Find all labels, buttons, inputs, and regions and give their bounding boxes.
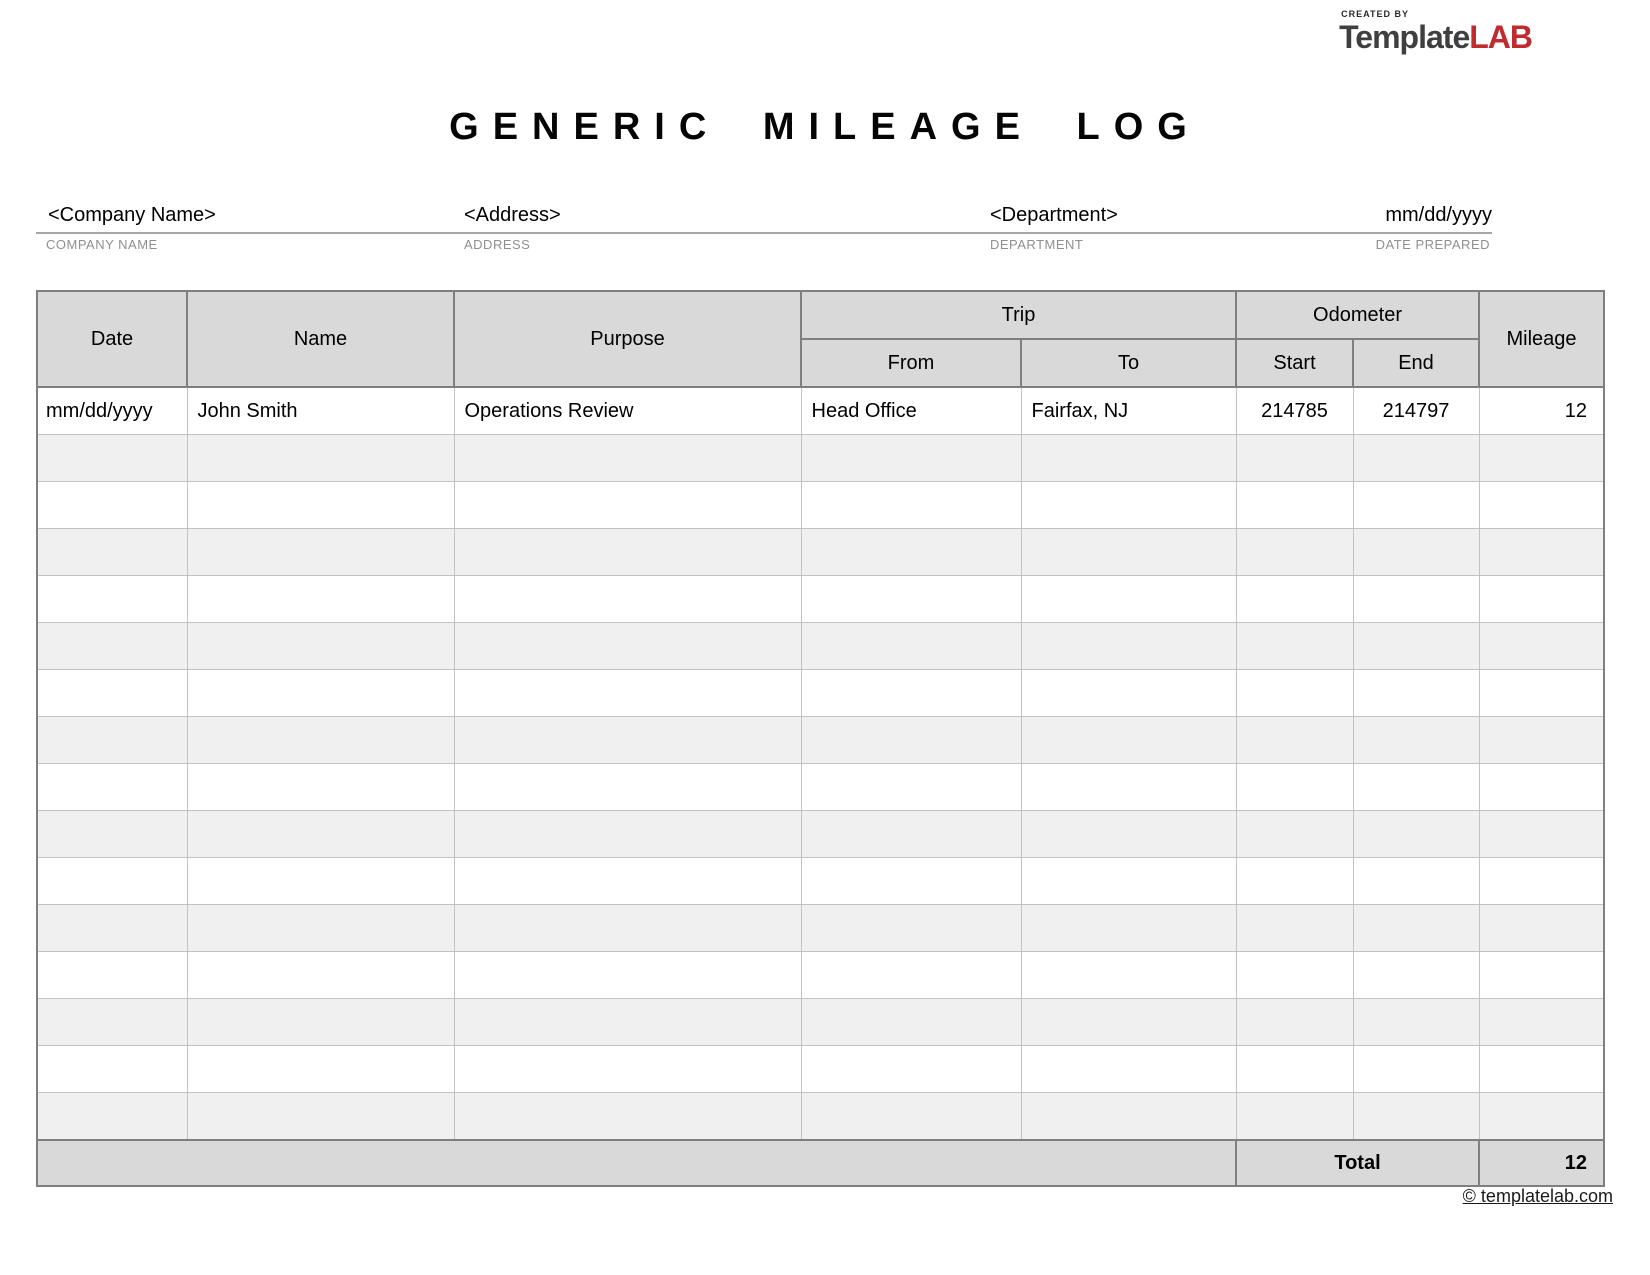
header-odometer: Odometer [1236, 291, 1479, 339]
cell-mileage[interactable] [1479, 999, 1604, 1046]
header-start: Start [1236, 339, 1353, 387]
cell-odometer-start[interactable] [1236, 999, 1353, 1046]
cell-date[interactable] [37, 811, 187, 858]
cell-date[interactable] [37, 529, 187, 576]
cell-mileage[interactable] [1479, 905, 1604, 952]
cell-odometer-start[interactable] [1236, 482, 1353, 529]
cell-name[interactable] [187, 952, 454, 999]
cell-odometer-end[interactable]: 214797 [1353, 387, 1479, 435]
cell-date[interactable] [37, 952, 187, 999]
cell-trip-from[interactable] [801, 670, 1021, 717]
header-date: Date [37, 291, 187, 387]
cell-purpose[interactable] [454, 811, 801, 858]
header-purpose: Purpose [454, 291, 801, 387]
cell-odometer-end[interactable] [1353, 529, 1479, 576]
cell-mileage[interactable] [1479, 1046, 1604, 1093]
cell-odometer-end[interactable] [1353, 670, 1479, 717]
table-row [37, 482, 1604, 529]
cell-date[interactable] [37, 623, 187, 670]
cell-purpose[interactable] [454, 482, 801, 529]
cell-trip-from[interactable] [801, 1046, 1021, 1093]
cell-trip-to[interactable] [1021, 905, 1236, 952]
mileage-log-table [36, 290, 1605, 1187]
header-trip: Trip [801, 291, 1236, 339]
cell-odometer-end[interactable] [1353, 858, 1479, 905]
company-name-label: COMPANY NAME [46, 237, 158, 252]
logo-created-by: CREATED BY [1341, 9, 1409, 19]
cell-name[interactable] [187, 670, 454, 717]
cell-date[interactable] [37, 670, 187, 717]
table-row [37, 811, 1604, 858]
cell-name[interactable] [187, 999, 454, 1046]
total-empty-cell [37, 1140, 1236, 1186]
cell-date[interactable] [37, 435, 187, 482]
cell-trip-to[interactable] [1021, 858, 1236, 905]
cell-trip-to[interactable] [1021, 999, 1236, 1046]
cell-date[interactable] [37, 1046, 187, 1093]
cell-odometer-end[interactable] [1353, 435, 1479, 482]
cell-odometer-end[interactable] [1353, 952, 1479, 999]
logo-brand-red: LAB [1469, 19, 1532, 55]
table-row [37, 952, 1604, 999]
cell-odometer-end[interactable] [1353, 905, 1479, 952]
table-row [37, 670, 1604, 717]
cell-date[interactable] [37, 1093, 187, 1141]
table-row [37, 529, 1604, 576]
cell-purpose[interactable] [454, 1093, 801, 1141]
cell-odometer-start[interactable]: 214785 [1236, 387, 1353, 435]
cell-odometer-end[interactable] [1353, 623, 1479, 670]
cell-mileage[interactable] [1479, 670, 1604, 717]
cell-purpose[interactable] [454, 999, 801, 1046]
table-header [37, 291, 1604, 387]
cell-trip-from[interactable] [801, 623, 1021, 670]
cell-odometer-start[interactable] [1236, 905, 1353, 952]
cell-odometer-start[interactable] [1236, 435, 1353, 482]
table-row [37, 999, 1604, 1046]
cell-trip-to[interactable] [1021, 952, 1236, 999]
cell-odometer-end[interactable] [1353, 764, 1479, 811]
cell-name[interactable] [187, 717, 454, 764]
date-prepared-field[interactable]: mm/dd/yyyy [1385, 204, 1492, 226]
table-row [37, 764, 1604, 811]
cell-trip-from[interactable] [801, 576, 1021, 623]
cell-trip-from[interactable]: Head Office [801, 387, 1021, 435]
cell-odometer-end[interactable] [1353, 717, 1479, 764]
cell-date[interactable] [37, 764, 187, 811]
cell-name[interactable] [187, 858, 454, 905]
cell-name[interactable] [187, 529, 454, 576]
cell-mileage[interactable]: 12 [1479, 387, 1604, 435]
cell-date[interactable] [37, 999, 187, 1046]
cell-mileage[interactable] [1479, 482, 1604, 529]
cell-trip-to[interactable] [1021, 1093, 1236, 1141]
total-mileage-value: 12 [1479, 1140, 1604, 1186]
total-row [37, 1140, 1604, 1186]
cell-date[interactable] [37, 905, 187, 952]
cell-name[interactable] [187, 764, 454, 811]
cell-purpose[interactable] [454, 1046, 801, 1093]
cell-purpose[interactable] [454, 952, 801, 999]
cell-mileage[interactable] [1479, 858, 1604, 905]
cell-trip-to[interactable] [1021, 576, 1236, 623]
cell-name[interactable] [187, 435, 454, 482]
cell-mileage[interactable] [1479, 952, 1604, 999]
cell-name[interactable] [187, 482, 454, 529]
templatelab-footer-link[interactable]: © templatelab.com [1462, 1186, 1613, 1206]
table-row [37, 435, 1604, 482]
cell-name[interactable] [187, 623, 454, 670]
cell-purpose[interactable]: Operations Review [454, 387, 801, 435]
cell-date[interactable] [37, 858, 187, 905]
cell-trip-to[interactable] [1021, 670, 1236, 717]
cell-date[interactable]: mm/dd/yyyy [37, 387, 187, 435]
cell-purpose[interactable] [454, 858, 801, 905]
cell-mileage[interactable] [1479, 811, 1604, 858]
cell-odometer-end[interactable] [1353, 482, 1479, 529]
cell-purpose[interactable] [454, 764, 801, 811]
cell-trip-to[interactable] [1021, 623, 1236, 670]
cell-date[interactable] [37, 482, 187, 529]
cell-purpose[interactable] [454, 905, 801, 952]
address-field[interactable]: <Address> [464, 204, 561, 226]
cell-trip-from[interactable] [801, 1093, 1021, 1141]
address-label: ADDRESS [464, 237, 531, 252]
cell-odometer-start[interactable] [1236, 623, 1353, 670]
cell-trip-from[interactable] [801, 999, 1021, 1046]
cell-odometer-end[interactable] [1353, 576, 1479, 623]
header-from: From [801, 339, 1021, 387]
header-name: Name [187, 291, 454, 387]
cell-name[interactable] [187, 576, 454, 623]
cell-trip-to[interactable]: Fairfax, NJ [1021, 387, 1236, 435]
cell-purpose[interactable] [454, 670, 801, 717]
table-row [37, 1046, 1604, 1093]
cell-odometer-start[interactable] [1236, 764, 1353, 811]
cell-trip-from[interactable] [801, 811, 1021, 858]
cell-name[interactable] [187, 811, 454, 858]
company-name-field[interactable]: <Company Name> [48, 204, 216, 226]
cell-odometer-start[interactable] [1236, 1046, 1353, 1093]
cell-trip-from[interactable] [801, 717, 1021, 764]
cell-odometer-end[interactable] [1353, 811, 1479, 858]
cell-trip-to[interactable] [1021, 482, 1236, 529]
cell-odometer-end[interactable] [1353, 1046, 1479, 1093]
cell-mileage[interactable] [1479, 717, 1604, 764]
cell-odometer-start[interactable] [1236, 858, 1353, 905]
page-title: GENERIC MILEAGE LOG [449, 106, 1201, 148]
log-table-body [37, 387, 1604, 1140]
cell-mileage[interactable] [1479, 623, 1604, 670]
cell-mileage[interactable] [1479, 1093, 1604, 1141]
cell-trip-to[interactable] [1021, 529, 1236, 576]
cell-purpose[interactable] [454, 717, 801, 764]
cell-trip-to[interactable] [1021, 435, 1236, 482]
cell-trip-from[interactable] [801, 858, 1021, 905]
templatelab-logo [1339, 10, 1532, 53]
department-label: DEPARTMENT [990, 237, 1084, 252]
cell-name[interactable] [187, 905, 454, 952]
cell-trip-from[interactable] [801, 482, 1021, 529]
cell-purpose[interactable] [454, 623, 801, 670]
table-row [37, 1093, 1604, 1141]
cell-purpose[interactable] [454, 576, 801, 623]
cell-trip-from[interactable] [801, 529, 1021, 576]
cell-trip-from[interactable] [801, 764, 1021, 811]
cell-trip-to[interactable] [1021, 811, 1236, 858]
cell-trip-from[interactable] [801, 952, 1021, 999]
date-prepared-label: DATE PREPARED [1375, 237, 1490, 252]
table-row [37, 905, 1604, 952]
cell-date[interactable] [37, 717, 187, 764]
table-row [37, 717, 1604, 764]
cell-odometer-start[interactable] [1236, 529, 1353, 576]
fields-underline [36, 232, 1492, 234]
cell-odometer-start[interactable] [1236, 1093, 1353, 1141]
cell-odometer-end[interactable] [1353, 1093, 1479, 1141]
cell-mileage[interactable] [1479, 529, 1604, 576]
cell-odometer-start[interactable] [1236, 670, 1353, 717]
cell-odometer-end[interactable] [1353, 999, 1479, 1046]
cell-trip-from[interactable] [801, 905, 1021, 952]
department-field[interactable]: <Department> [990, 204, 1118, 226]
cell-name[interactable] [187, 1046, 454, 1093]
cell-odometer-start[interactable] [1236, 576, 1353, 623]
table-row [37, 576, 1604, 623]
logo-brand-dark: Template [1339, 19, 1470, 55]
cell-purpose[interactable] [454, 529, 801, 576]
cell-name[interactable] [187, 1093, 454, 1141]
cell-date[interactable] [37, 576, 187, 623]
table-row [37, 623, 1604, 670]
cell-odometer-start[interactable] [1236, 717, 1353, 764]
cell-trip-to[interactable] [1021, 717, 1236, 764]
total-label: Total [1236, 1140, 1479, 1186]
cell-trip-from[interactable] [801, 435, 1021, 482]
cell-trip-to[interactable] [1021, 764, 1236, 811]
header-end: End [1353, 339, 1479, 387]
cell-mileage[interactable] [1479, 576, 1604, 623]
cell-odometer-start[interactable] [1236, 811, 1353, 858]
header-to: To [1021, 339, 1236, 387]
cell-mileage[interactable] [1479, 764, 1604, 811]
table-footer [37, 1140, 1604, 1186]
table-row [37, 858, 1604, 905]
cell-purpose[interactable] [454, 435, 801, 482]
cell-mileage[interactable] [1479, 435, 1604, 482]
cell-odometer-start[interactable] [1236, 952, 1353, 999]
cell-name[interactable]: John Smith [187, 387, 454, 435]
cell-trip-to[interactable] [1021, 1046, 1236, 1093]
header-mileage: Mileage [1479, 291, 1604, 387]
logo-brand [1339, 21, 1532, 53]
table-row [37, 387, 1604, 435]
